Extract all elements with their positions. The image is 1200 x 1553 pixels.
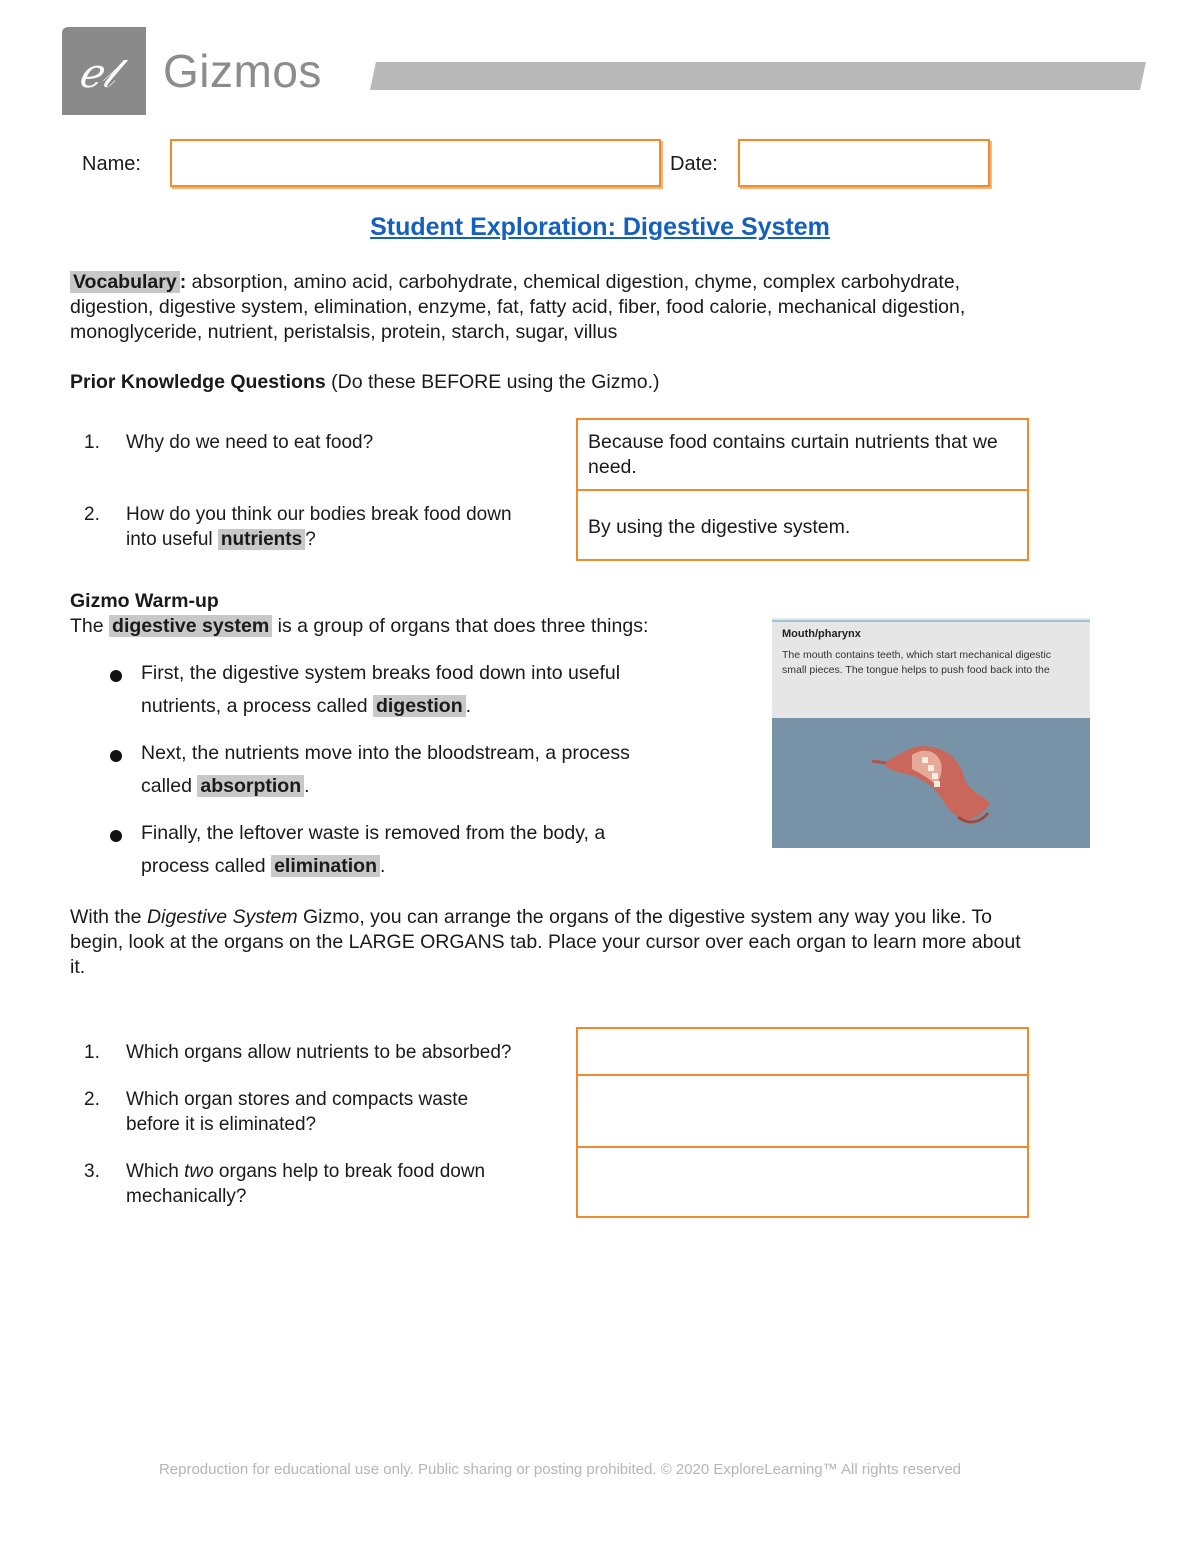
prior-q2-line-2: into useful (126, 529, 218, 550)
prior-q1-answer[interactable] (576, 418, 1029, 491)
warmup-q1-answer[interactable] (576, 1027, 1029, 1076)
warmup-q1-text: Which organs allow nutrients to be absorbed? (126, 1042, 512, 1063)
warmup-q2-line-2: before it is eliminated? (126, 1114, 317, 1135)
bullet-dot-3 (110, 830, 122, 842)
prior-q1-text: Why do we need to eat food? (126, 432, 374, 453)
name-label: Name: (82, 153, 141, 175)
vocabulary-line-3: monoglyceride, nutrient, peristalsis, protein, starch, sugar, villus (70, 321, 618, 343)
vocabulary-paragraph (70, 270, 1130, 345)
warmup-intro-end: is a group of organs that does three things: (272, 615, 649, 637)
bullet-item-absorption (141, 737, 701, 803)
prior-q2-end: ? (305, 529, 316, 550)
prior-q2-answer[interactable] (576, 489, 1029, 561)
digestive-system-term: digestive system (109, 615, 272, 637)
bullet-1-line-1: First, the digestive system breaks food down into useful (141, 662, 621, 684)
prior-q1-number: 1. (84, 432, 100, 453)
prior-q2-number: 2. (84, 504, 100, 525)
bullet-2-line-2: called (141, 775, 198, 797)
svg-text:ℯ𝓁: ℯ𝓁 (78, 51, 115, 97)
brand-title: Gizmos (163, 45, 322, 97)
vocabulary-line-2: digestion, digestive system, elimination, enzyme, fat, fatty acid, fiber, food calorie, mechanical digestion, (70, 296, 966, 318)
warmup-q2-answer[interactable] (576, 1074, 1029, 1148)
gizmo-description-line-1: The mouth contains teeth, which start mechanical digestic (782, 649, 1052, 661)
page-title: Student Exploration: Digestive System (370, 213, 830, 241)
name-field[interactable] (170, 139, 661, 187)
prior-knowledge-heading (70, 370, 1130, 395)
bullet-1-end: . (465, 695, 472, 717)
instructions-paragraph (70, 905, 1130, 980)
warmup-q3-answer[interactable] (576, 1146, 1029, 1218)
explorelearning-logo (62, 27, 146, 115)
prior-knowledge-note: (Do these BEFORE using the Gizmo.) (325, 371, 660, 393)
gizmo-info-panel (772, 618, 1090, 718)
nutrients-term: nutrients (218, 529, 305, 550)
instructions-line-2: begin, look at the organs on the LARGE ORGANS tab. Place your cursor over each organ to learn more about (70, 931, 1021, 953)
gizmo-description-line-2: small pieces. The tongue helps to push food back into the (782, 664, 1050, 676)
bullet-3-line-2: process called (141, 855, 272, 877)
prior-knowledge-title: Prior Knowledge Questions (70, 371, 326, 393)
warmup-q3-line-2: mechanically? (126, 1186, 247, 1207)
elimination-term: elimination (271, 855, 380, 877)
instructions-start: With the (70, 906, 147, 928)
warmup-intro-start: The (70, 615, 110, 637)
prior-q2-text (126, 502, 576, 552)
warmup-title: Gizmo Warm-up (70, 590, 219, 612)
digestion-term: digestion (373, 695, 466, 717)
vocabulary-colon: : (179, 271, 187, 293)
vocabulary-label: Vocabulary (70, 271, 180, 293)
prior-q2-answer-text: By using the digestive system. (588, 516, 851, 538)
vocabulary-line-1: absorption, amino acid, carbohydrate, chemical digestion, chyme, complex carbohydrate, (186, 271, 961, 293)
date-label: Date: (670, 153, 718, 175)
warmup-q3-start: Which (126, 1161, 185, 1182)
gizmo-organ-description (782, 648, 1090, 678)
prior-q1-answer-text: Because food contains curtain nutrients that we need. (588, 431, 998, 478)
mouth-organ-illustration (872, 733, 992, 833)
gizmo-name: Digestive System (146, 906, 298, 928)
bullet-2-line-1: Next, the nutrients move into the bloodstream, a process (141, 742, 630, 764)
date-field[interactable] (738, 139, 990, 187)
bullet-2-end: . (304, 775, 310, 797)
warmup-q3-text (126, 1159, 566, 1209)
warmup-q3-number: 3. (84, 1161, 100, 1182)
warmup-q3-emphasis: two (184, 1161, 214, 1182)
instructions-line-1: Gizmo, you can arrange the organs of the digestive system any way you like. To (297, 906, 993, 928)
bullet-3-end: . (380, 855, 386, 877)
absorption-term: absorption (197, 775, 304, 797)
gizmo-organ-name: Mouth/pharynx (782, 628, 861, 640)
warmup-q2-number: 2. (84, 1089, 100, 1110)
prior-q2-line-1: How do you think our bodies break food down (126, 504, 512, 525)
warmup-q2-line-1: Which organ stores and compacts waste (126, 1089, 469, 1110)
warmup-q3-line-1: organs help to break food down (213, 1161, 486, 1182)
bullet-item-digestion (141, 657, 701, 723)
bullet-dot-1 (110, 670, 122, 682)
gizmo-screenshot (772, 618, 1090, 848)
warmup-q2-text (126, 1087, 566, 1137)
bullet-dot-2 (110, 750, 122, 762)
bullet-item-elimination (141, 817, 701, 883)
bullet-1-line-2: nutrients, a process called (141, 695, 373, 717)
warmup-q1-number: 1. (84, 1042, 100, 1063)
bullet-3-line-1: Finally, the leftover waste is removed from the body, a (141, 822, 606, 844)
header-decoration-bar (370, 62, 1146, 90)
instructions-line-3: it. (70, 956, 86, 978)
copyright-footer: Reproduction for educational use only. Public sharing or posting prohibited. © 2020 ExploreLearning™ All rights reserved (158, 1461, 962, 1478)
